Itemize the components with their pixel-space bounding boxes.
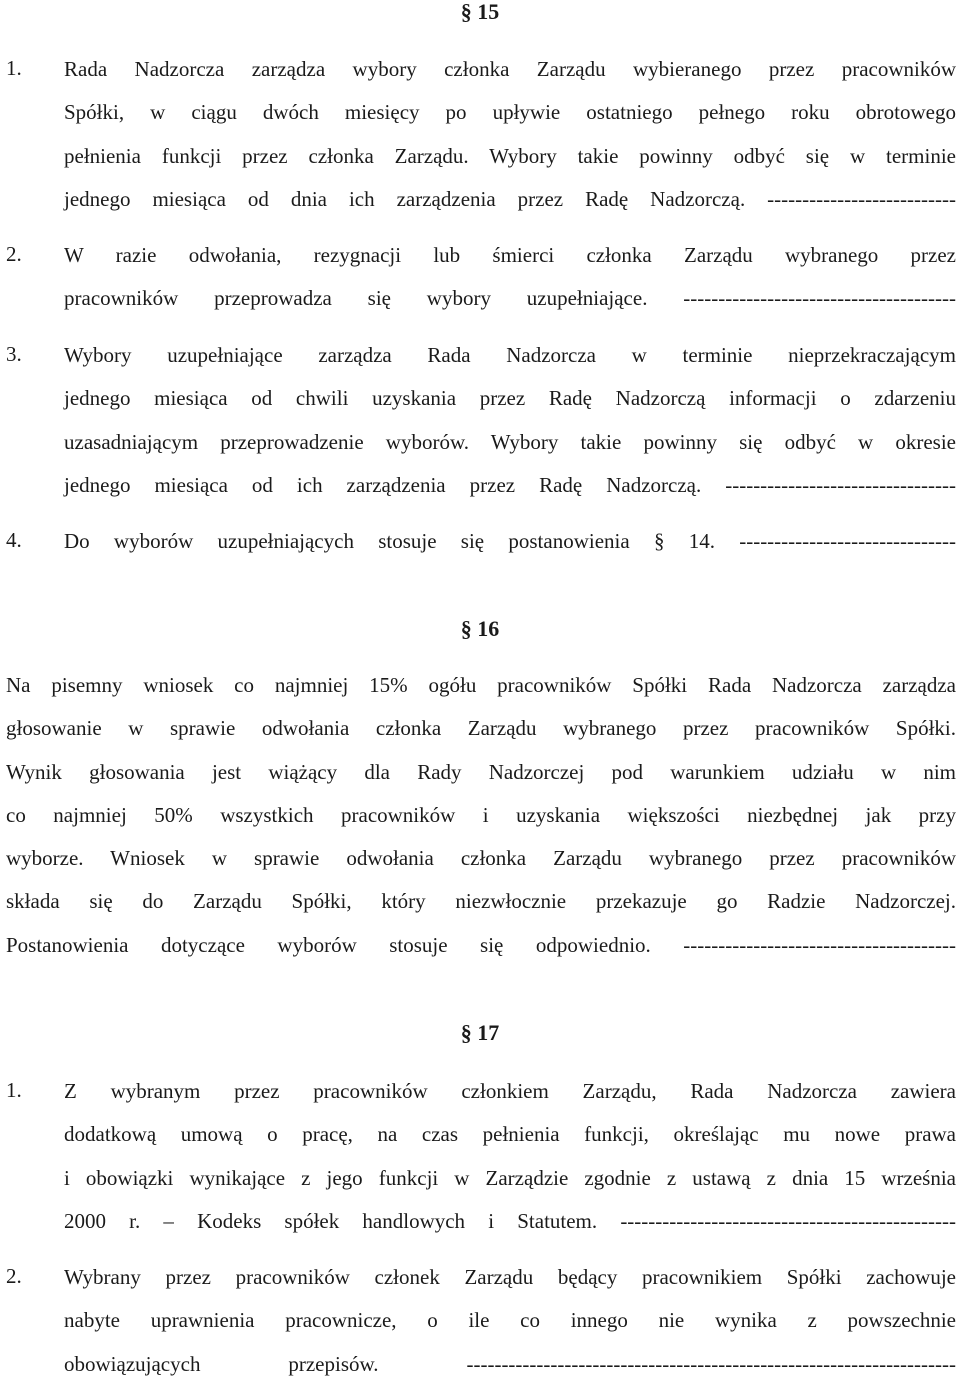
text-line: wyborze. Wniosek w sprawie odwołania członka Zarządu wybranego przez pracowników xyxy=(6,846,956,871)
item-number: 1. xyxy=(6,1078,22,1102)
text-line: Do wyborów uzupełniających stosuje się postanowienia § 14. ------------------------------- xyxy=(64,529,956,553)
text-line: Spółki, w ciągu dwóch miesięcy po upływie ostatniego pełnego roku obrotowego xyxy=(64,100,956,125)
item-text xyxy=(64,334,956,507)
item-number: 4. xyxy=(6,528,22,552)
section-heading-15: § 15 xyxy=(460,0,500,24)
text-line: dodatkową umową o pracę, na czas pełnienia funkcji, określając mu nowe prawa xyxy=(64,1122,956,1147)
item-number: 1. xyxy=(6,56,22,80)
item-text xyxy=(64,1256,956,1386)
paragraph xyxy=(6,664,956,967)
item-number: 2. xyxy=(6,1264,22,1288)
text-line: Postanowienia dotyczące wyborów stosuje się odpowiednio. --------------------------------------- xyxy=(6,932,956,957)
text-line: obowiązujących przepisów. ---------------------------------------------------------------------- xyxy=(64,1351,956,1376)
text-line: jednego miesiąca od dnia ich zarządzenia przez Radę Nadzorczą. --------------------------- xyxy=(64,186,956,211)
text-line: i obowiązki wynikające z jego funkcji w Zarządzie zgodnie z ustawą z dnia 15 września xyxy=(64,1165,956,1190)
item-number: 3. xyxy=(6,342,22,366)
text-line: pełnienia funkcji przez członka Zarządu. Wybory takie powinny odbyć się w terminie xyxy=(64,143,956,168)
text-line: Wybrany przez pracowników członek Zarządu będący pracownikiem Spółki zachowuje xyxy=(64,1265,956,1289)
item-text xyxy=(64,1070,956,1243)
text-line: co najmniej 50% wszystkich pracowników i uzyskania większości niezbędnej jak przy xyxy=(6,802,956,827)
item-number: 2. xyxy=(6,242,22,266)
text-line: Rada Nadzorcza zarządza wybory członka Zarządu wybieranego przez pracowników xyxy=(64,57,956,81)
text-line: Wybory uzupełniające zarządza Rada Nadzorcza w terminie nieprzekraczającym xyxy=(64,343,956,367)
text-line: jednego miesiąca od chwili uzyskania przez Radę Nadzorczą informacji o zdarzeniu xyxy=(64,386,956,411)
text-line: nabyte uprawnienia pracownicze, o ile co innego nie wynika z powszechnie xyxy=(64,1308,956,1333)
item-text xyxy=(64,520,956,563)
text-line: Z wybranym przez pracowników członkiem Zarządu, Rada Nadzorcza zawiera xyxy=(64,1079,956,1103)
text-line: Wynik głosowania jest wiążący dla Rady Nadzorczej pod warunkiem udziału w nim xyxy=(6,759,956,784)
text-line: głosowanie w sprawie odwołania członka Zarządu wybranego przez pracowników Spółki. xyxy=(6,716,956,741)
text-line: jednego miesiąca od ich zarządzenia przez Radę Nadzorczą. --------------------------------- xyxy=(64,472,956,497)
text-line: pracowników przeprowadza się wybory uzupełniające. --------------------------------------- xyxy=(64,286,956,311)
item-text xyxy=(64,234,956,321)
text-line: składa się do Zarządu Spółki, który niezwłocznie przekazuje go Radzie Nadzorczej. xyxy=(6,889,956,914)
text-line: 2000 r. – Kodeks spółek handlowych i Statutem. ------------------------------------------------ xyxy=(64,1208,956,1233)
text-line: uzasadniającym przeprowadzenie wyborów. Wybory takie powinny się odbyć w okresie xyxy=(64,429,956,454)
text-line: W razie odwołania, rezygnacji lub śmierci członka Zarządu wybranego przez xyxy=(64,243,956,267)
section-heading-16: § 16 xyxy=(460,616,500,641)
section-heading-17: § 17 xyxy=(460,1020,500,1045)
text-line: Na pisemny wniosek co najmniej 15% ogółu pracowników Spółki Rada Nadzorcza zarządza xyxy=(6,673,956,697)
item-text xyxy=(64,48,956,221)
